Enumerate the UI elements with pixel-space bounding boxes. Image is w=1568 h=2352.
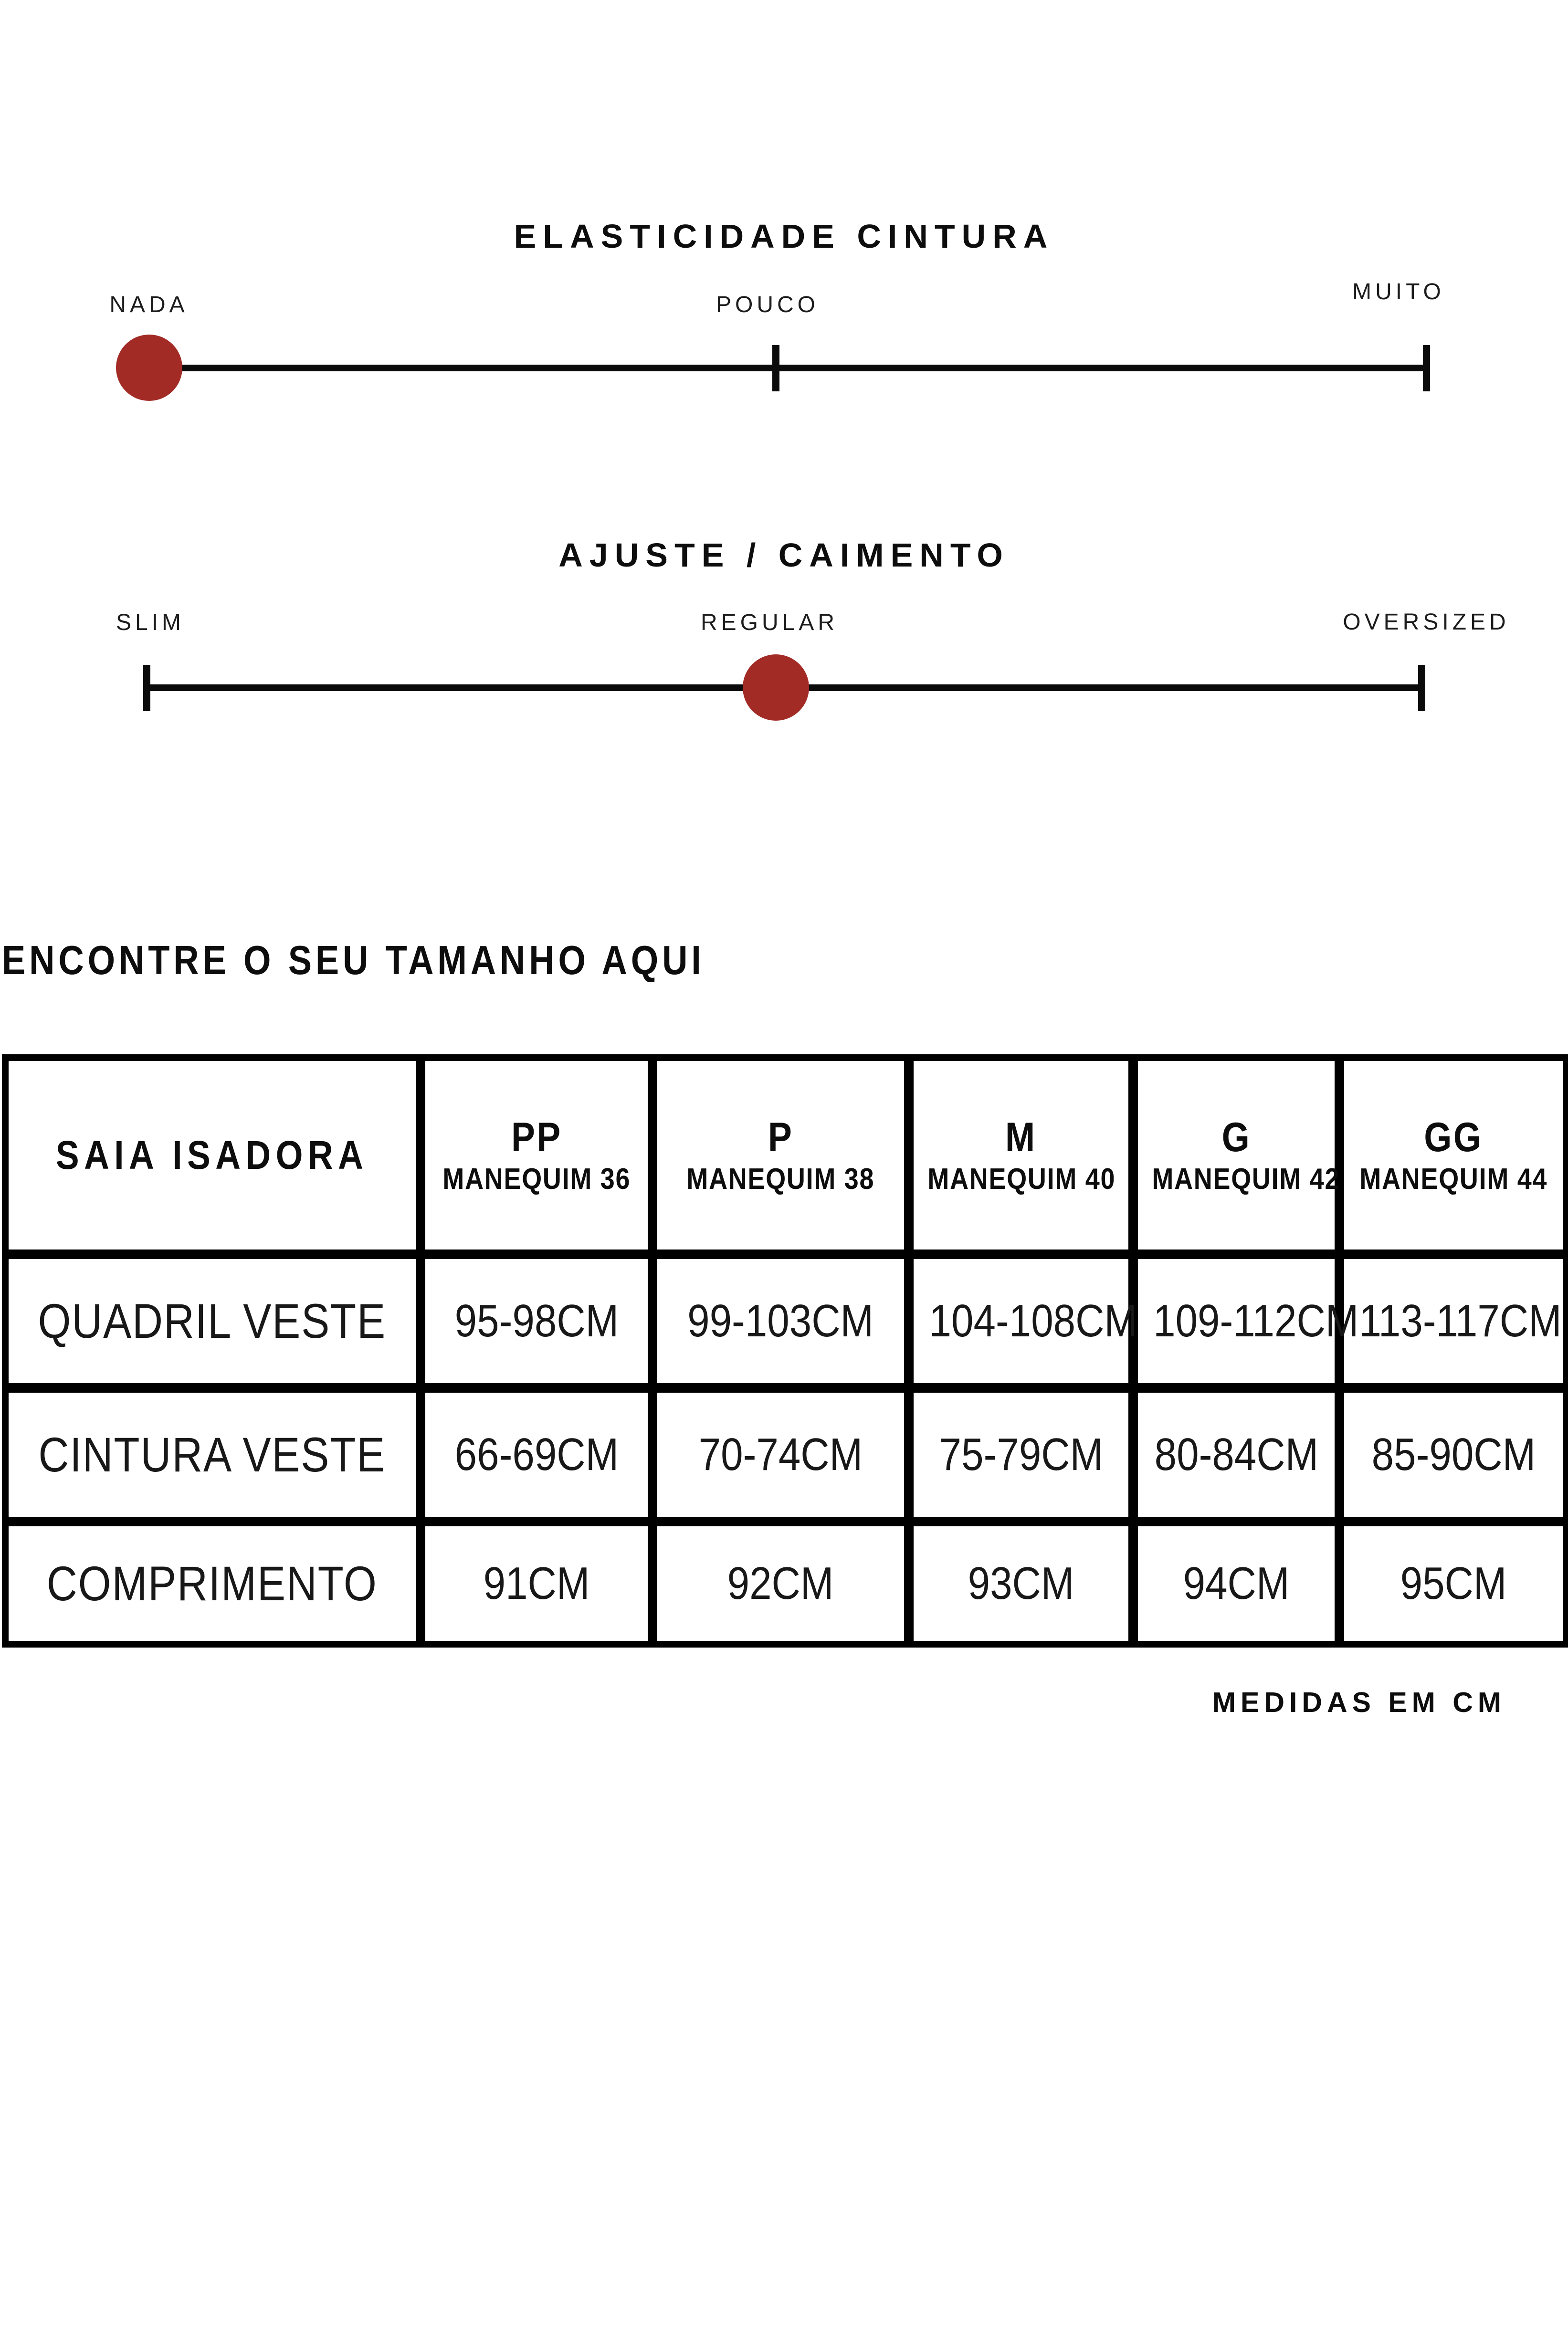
table-row-quadril <box>5 1254 1566 1388</box>
measure-value: 70-74CM <box>698 1429 863 1480</box>
measure-value-cell <box>1339 1254 1566 1388</box>
slider-marker-fit <box>743 654 809 721</box>
size-table-header-row <box>5 1058 1566 1254</box>
measure-value-cell <box>909 1388 1133 1522</box>
slider-tick-left-fit <box>143 665 150 711</box>
measure-value: 85-90CM <box>1371 1429 1536 1480</box>
measure-label-quadril: QUADRIL VESTE <box>38 1294 387 1348</box>
measure-value: 93CM <box>968 1558 1074 1609</box>
manequim-label-40: MANEQUIM 40 <box>927 1162 1116 1196</box>
measure-value: 66-69CM <box>454 1429 619 1480</box>
measure-value: 104-108CM <box>929 1295 1138 1346</box>
measure-value-cell <box>421 1522 652 1644</box>
measure-value-cell <box>421 1388 652 1522</box>
measure-label-comprimento: COMPRIMENTO <box>47 1556 378 1611</box>
size-table <box>2 1054 1568 1648</box>
size-header-cell-gg <box>1339 1058 1566 1254</box>
manequim-label-38: MANEQUIM 38 <box>686 1162 875 1196</box>
size-header-cell-m <box>909 1058 1133 1254</box>
slider-label-oversized: OVERSIZED <box>1343 609 1510 635</box>
measure-label-cintura: CINTURA VESTE <box>38 1428 386 1482</box>
slider-tick-right-elasticity <box>1423 345 1430 391</box>
product-name-cell <box>5 1058 421 1254</box>
slider-label-pouco: POUCO <box>716 292 820 317</box>
slider-title-elasticity: ELASTICIDADE CINTURA <box>514 218 1054 255</box>
manequim-label-36: MANEQUIM 36 <box>442 1162 631 1196</box>
slider-tick-right-fit <box>1418 665 1425 711</box>
measure-value: 95CM <box>1400 1558 1507 1609</box>
measure-value-cell <box>652 1388 909 1522</box>
size-letter-pp: PP <box>511 1114 562 1160</box>
measure-value-cell <box>1339 1388 1566 1522</box>
slider-label-slim: SLIM <box>116 610 185 635</box>
section-heading: ENCONTRE O SEU TAMANHO AQUI <box>2 938 705 983</box>
measure-value-cell <box>1339 1522 1566 1644</box>
measure-label-cell <box>5 1254 421 1388</box>
slider-tick-center-elasticity <box>772 345 779 391</box>
measure-value-cell <box>421 1254 652 1388</box>
fit-slider-section <box>0 525 1568 811</box>
slider-label-regular: REGULAR <box>700 610 839 635</box>
manequim-label-42: MANEQUIM 42 <box>1152 1162 1340 1196</box>
measure-value-cell <box>1133 1388 1339 1522</box>
table-row-cintura <box>5 1388 1566 1522</box>
measure-label-cell <box>5 1388 421 1522</box>
measure-value: 75-79CM <box>939 1429 1103 1480</box>
slider-title-fit: AJUSTE / CAIMENTO <box>558 536 1010 574</box>
measure-value-cell <box>1133 1522 1339 1644</box>
measure-value-cell <box>1133 1254 1359 1388</box>
measure-value-cell <box>652 1522 909 1644</box>
measure-value: 113-117CM <box>1359 1295 1562 1346</box>
manequim-label-44: MANEQUIM 44 <box>1359 1162 1547 1196</box>
measure-value: 99-103CM <box>687 1295 874 1346</box>
size-letter-p: P <box>768 1114 794 1160</box>
measure-value: 80-84CM <box>1154 1429 1318 1480</box>
slider-marker-elasticity <box>116 335 182 401</box>
measure-value: 91CM <box>483 1558 590 1609</box>
size-letter-gg: GG <box>1424 1114 1483 1160</box>
measure-value: 109-112CM <box>1153 1295 1359 1346</box>
product-name: SAIA ISADORA <box>56 1133 368 1177</box>
elasticity-slider-section <box>0 0 1568 430</box>
size-header-cell-g <box>1133 1058 1339 1254</box>
slider-label-nada: NADA <box>109 292 189 317</box>
measure-label-cell <box>5 1522 421 1644</box>
size-header-cell-p <box>652 1058 909 1254</box>
size-letter-m: M <box>1005 1114 1037 1160</box>
measure-value-cell <box>652 1254 909 1388</box>
measure-value-cell <box>909 1254 1138 1388</box>
size-letter-g: G <box>1221 1114 1251 1160</box>
measure-value-cell <box>909 1522 1133 1644</box>
measure-value: 92CM <box>727 1558 834 1609</box>
slider-track-elasticity <box>146 365 1426 371</box>
size-header-cell-pp <box>421 1058 652 1254</box>
units-footnote: MEDIDAS EM CM <box>1212 1687 1506 1718</box>
table-row-comprimento <box>5 1522 1566 1644</box>
measure-value: 94CM <box>1183 1558 1290 1609</box>
measure-value: 95-98CM <box>454 1295 619 1346</box>
slider-label-muito: MUITO <box>1352 279 1445 304</box>
